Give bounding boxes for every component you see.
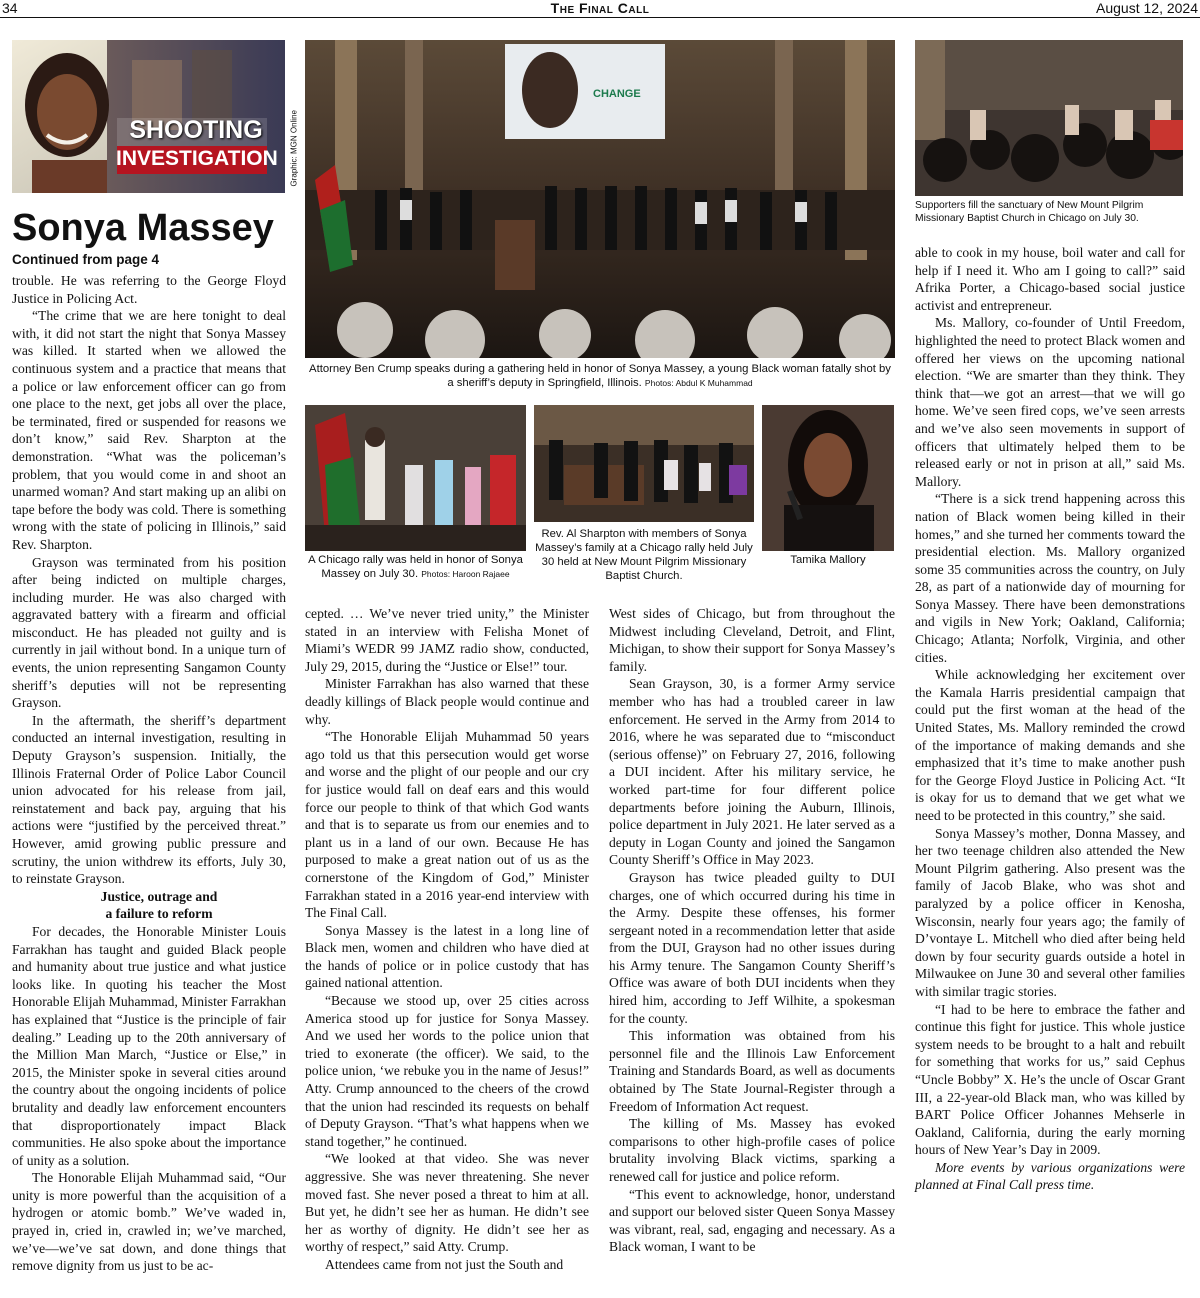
paragraph: “I had to be here to embrace the father and continue this fight for justice. This whole justice system needs to be brought to a halt and rebuilt for something that works for us,” said Cephus “Uncle Bobby” X. He’s the uncle of Oscar Grant III, a 22-year-old Black man, who was killed by BART Police Officer Johannes Mehserle in Oakland, California, during the early morning hours of New Year’s Day in 2009. <box>915 1001 1185 1158</box>
paragraph: “This event to acknowledge, honor, understand and support our beloved sister Queen Sonya Massey was vibrant, real, sad, engaging and necessary. As a Black woman, I want to be <box>609 1186 895 1255</box>
paragraph: For decades, the Honorable Minister Louis Farrakhan has taught and guided Black people and humanity about true justice and what justice looks like. In quoting his teacher the Most Honorable Elijah Muhammad, Minister Farrakhan has explained that “Justice is the principle of fair dealing.” Leading up to the 20th anniversary of the Million Man March, “Justice or Else,” in 2015, the Minister spoke in several cities around the country about the ongoing incidents of police brutality and deadly law enforcement encounters that disproportionately impact Black communities. He also spoke about the importance of unity as a solution. <box>12 923 286 1168</box>
sharpton-caption: Rev. Al Sharpton with members of Sonya Massey’s family at a Chicago rally held July 30 held at New Mount Pilgrim Missionary Baptist Church. <box>535 528 753 582</box>
rally-caption-credit: Photos: Haroon Rajaee <box>421 569 510 579</box>
paragraph: Sonya Massey is the latest in a long line of Black men, women and children who have died at the hands of police or in police custody that has gained national attention. <box>305 922 589 991</box>
subheading: a failure to reform <box>105 906 213 922</box>
subheading: Justice, outrage and <box>100 888 218 904</box>
shooting-title: SHOOTING <box>129 116 263 144</box>
sanctuary-photo <box>915 40 1183 196</box>
paragraph: Grayson has twice pleaded guilty to DUI charges, one of which occurred during his time in the Army. Despite these offenses, his former sergeant noted in a recommendation letter that aside from the DUI, Grayson had no other issues during his Army tenure. The Sangamon County Sheriff’s Office was aware of both DUI incidents when they hired him, according to Jeff Wilhite, a spokesman for the county. <box>609 869 895 1026</box>
column-1 <box>12 272 286 1298</box>
mallory-svg <box>762 405 894 551</box>
rally-photo <box>305 405 526 551</box>
issue-date: August 12, 2024 <box>1096 0 1198 16</box>
graphic-credit <box>286 44 300 194</box>
column-4 <box>915 244 1185 1298</box>
screen-text: CHANGE <box>593 88 641 100</box>
paragraph: Attendees came from not just the South and <box>325 1256 564 1272</box>
rally-caption-text: A Chicago rally was held in honor of Sonya Massey on July 30. <box>308 554 523 580</box>
column-3 <box>609 605 895 1298</box>
graphic-credit-text: Graphic: MGN Online <box>289 110 299 187</box>
sanctuary-caption: Supporters fill the sanctuary of New Mount Pilgrim Missionary Baptist Church in Chicago on July 30. <box>915 200 1144 224</box>
rally-svg <box>305 405 526 551</box>
paragraph: “We looked at that video. She was never aggressive. She was never threatening. She never moved fast. She never posed a threat to him at all. But yet, he didn’t see her as human. He didn’t see her as worthy of dignity. He didn’t see her as worthy of respect,” said Atty. Crump. <box>305 1151 589 1255</box>
sharpton-photo <box>534 405 754 522</box>
paragraph: “Because we stood up, over 25 cities across America stood up for justice for Sonya Massey. And we used her words to the police union that tried to exonerate (the officer). We said, to the police union, ‘we rebuke you in the name of Jesus!” Atty. Crump announced to the cheers of the crowd that the union had rescinded its requests on behalf of Deputy Grayson. “That’s what happens when we stand together,” he continued. <box>305 993 589 1149</box>
mallory-caption: Tamika Mallory <box>790 554 866 566</box>
paragraph: This information was obtained from his personnel file and the Illinois Law Enforcement Training and Standards Board, as well as documents obtained by The State Journal-Register through a Freedom of Information Act request. <box>609 1028 895 1114</box>
paragraph: Sean Grayson, 30, is a former Army service member who has had a troubled career in law enforcement. He served in the Army from 2014 to 2016, where he was separated due to “misconduct (serious offense)” on February 27, 2016, following a DUI incident. After his military service, he worked part-time for four different police departments before joining the Auburn, Illinois, police department in July 2021. He later served as a deputy in Logan County and joined the Sangamon County Sheriff’s Office in May 2023. <box>609 676 895 868</box>
paragraph: Minister Farrakhan has also warned that these deadly killings of Black people would continue and why. <box>305 676 589 727</box>
column-2 <box>305 605 589 1298</box>
paragraph: Sonya Massey’s mother, Donna Massey, and her two teenage children also attended the New Mount Pilgrim gathering. Also present was the family of Jacob Blake, who was shot and paralyzed by a police officer in Kenosha, Wisconsin, nearly four years ago; the family of D’vontaye L. Mitchell who died after being held down by four security guards outside a hotel in Milwaukee on June 30 and several other families with similar tragic stories. <box>915 825 1185 999</box>
shooting-investigation-graphic <box>12 40 285 193</box>
paragraph: The Honorable Elijah Muhammad said, “Our unity is more powerful than the acquisition of a hydrogen or atomic bomb.” We’ve waded in, prayed in, cried in, crawled in; we’ve marched, we’ve—we’ve sat down, and done things that remove dignity from us just to be ac- <box>12 1170 286 1274</box>
page-number: 34 <box>2 0 18 16</box>
paragraph: West sides of Chicago, but from throughout the Midwest including Cleveland, Detroit, and Flint, Michigan, to show their support for Sonya Massey’s family. <box>609 606 895 674</box>
continued-line: Continued from page 4 <box>12 252 160 267</box>
paragraph: “The Honorable Elijah Muhammad 50 years ago told us that this persecution would get worse and worse and the plight of our people and our cry for justice would fall on deaf ears and this would force our people to think of that which God wants and that is to separate us from our enemies and to plant us in a land of our own. Because He has purposed to make a great nation out of us as the cornerstone of the Kingdom of God,” Minister Farrakhan stated in a 2016 year-end interview with The Final Call. <box>305 729 589 921</box>
closing-note: More events by various organizations were planned at Final Call press time. <box>915 1159 1185 1193</box>
headline: Sonya Massey <box>12 207 274 249</box>
paragraph: trouble. He was referring to the George Floyd Justice in Policing Act. <box>12 273 286 306</box>
main-caption-credit: Photos: Abdul K Muhammad <box>644 378 753 388</box>
main-photo-church <box>305 40 895 358</box>
rally-caption <box>305 553 526 581</box>
paragraph: cepted. … We’ve never tried unity,” the Minister stated in an interview with Felisha Monet of Miami’s WEDR 99 JAMZ radio show, conducted, July 29, 2015, during the “Justice or Else!” tour. <box>305 606 589 674</box>
paragraph: “The crime that we are here tonight to deal with, it did not start the night that Sonya Massey was killed. It started when we allowed the continuous system and a practice that means that a police or law enforcement officer can go from one place to the next, get jobs all over the place, be terminated, fired or suspended for reasons we don’t know,” said Rev. Sharpton at the demonstration. “What was the policeman’s problem, that you would come in and shoot an unarmed woman? And start making up an alibi on tape before the body was cold. There is something wrong with the state of policing in Illinois,” said Rev. Sharpton. <box>12 308 286 552</box>
paragraph: The killing of Ms. Massey has evoked comparisons to other high-profile cases of police brutality involving Black victims, sparking a renewed call for justice and police reform. <box>609 1116 895 1184</box>
paragraph: In the aftermath, the sheriff’s department conducted an internal investigation, resulting in Deputy Grayson’s suspension. Initially, the Illinois Fraternal Order of Police Labor Council union advocated for his release from jail, reinstatement and back pay, arguing that his actions were “justified by the perceived threat.” However, amid growing public pressure and scrutiny, the union withdrew its efforts, July 30, to reinstate Grayson. <box>12 712 286 887</box>
publication-name: The Final Call <box>550 0 650 16</box>
paragraph: Grayson was terminated from his position after being indicted on multiple charges, including murder. He was also charged with aggravated battery with a firearm and official misconduct. He has pleaded not guilty and is currently in jail without bond. In a unique turn of events, the union representing Sangamon County sheriff’s deputies will not be representing Grayson. <box>12 554 286 711</box>
paragraph: Ms. Mallory, co-founder of Until Freedom, highlighted the need to protect Black women and offered her views on the upcoming national election. “We are smarter than they think. They think that—we got an arrest—that we will go home. We’ve seen fired cops, we’ve seen arrests and we’ve also seen movements in support of officers that ultimately helped them to be released early or not in prison at all,” said Ms. Mallory. <box>915 315 1185 489</box>
main-caption-text: Attorney Ben Crump speaks during a gathering held in honor of Sonya Massey, a young Black woman fatally shot by a sheriff’s deputy in Springfield, Illinois. <box>309 363 891 389</box>
paragraph: “There is a sick trend happening across this nation of Black women being killed in their homes,” and she turned her comments toward the presidential election. Ms. Mallory organized some 35 communities across the country, on July 28, as part of a nationwide day of mourning for Sonya Massey. There have been demonstrations and vigils in New York; Oakland, California; Chicago; Atlanta; Norfolk, Virginia, and other cities. <box>915 491 1185 665</box>
investigation-title: INVESTIGATION <box>116 147 278 170</box>
sharpton-svg <box>534 405 754 522</box>
paragraph: able to cook in my house, boil water and call for help if I need it. Who am I going to call?” said Afrika Porter, a Chicago-based social justice activist and entrepreneur. <box>915 245 1185 313</box>
main-photo-caption <box>305 362 895 390</box>
paragraph: While acknowledging her excitement over the Kamala Harris presidential campaign that could put the first woman at the head of the United States, Ms. Mallory reminded the crowd of the importance of making demands and she emphasized that it’s time to make another push for the George Floyd Justice in Policing Act. “It is okay for us to demand that we get what we need to be protected in this country,” she said. <box>915 667 1185 823</box>
tamika-mallory-photo <box>762 405 894 551</box>
sanctuary-svg <box>915 40 1183 196</box>
running-header <box>0 0 1200 18</box>
